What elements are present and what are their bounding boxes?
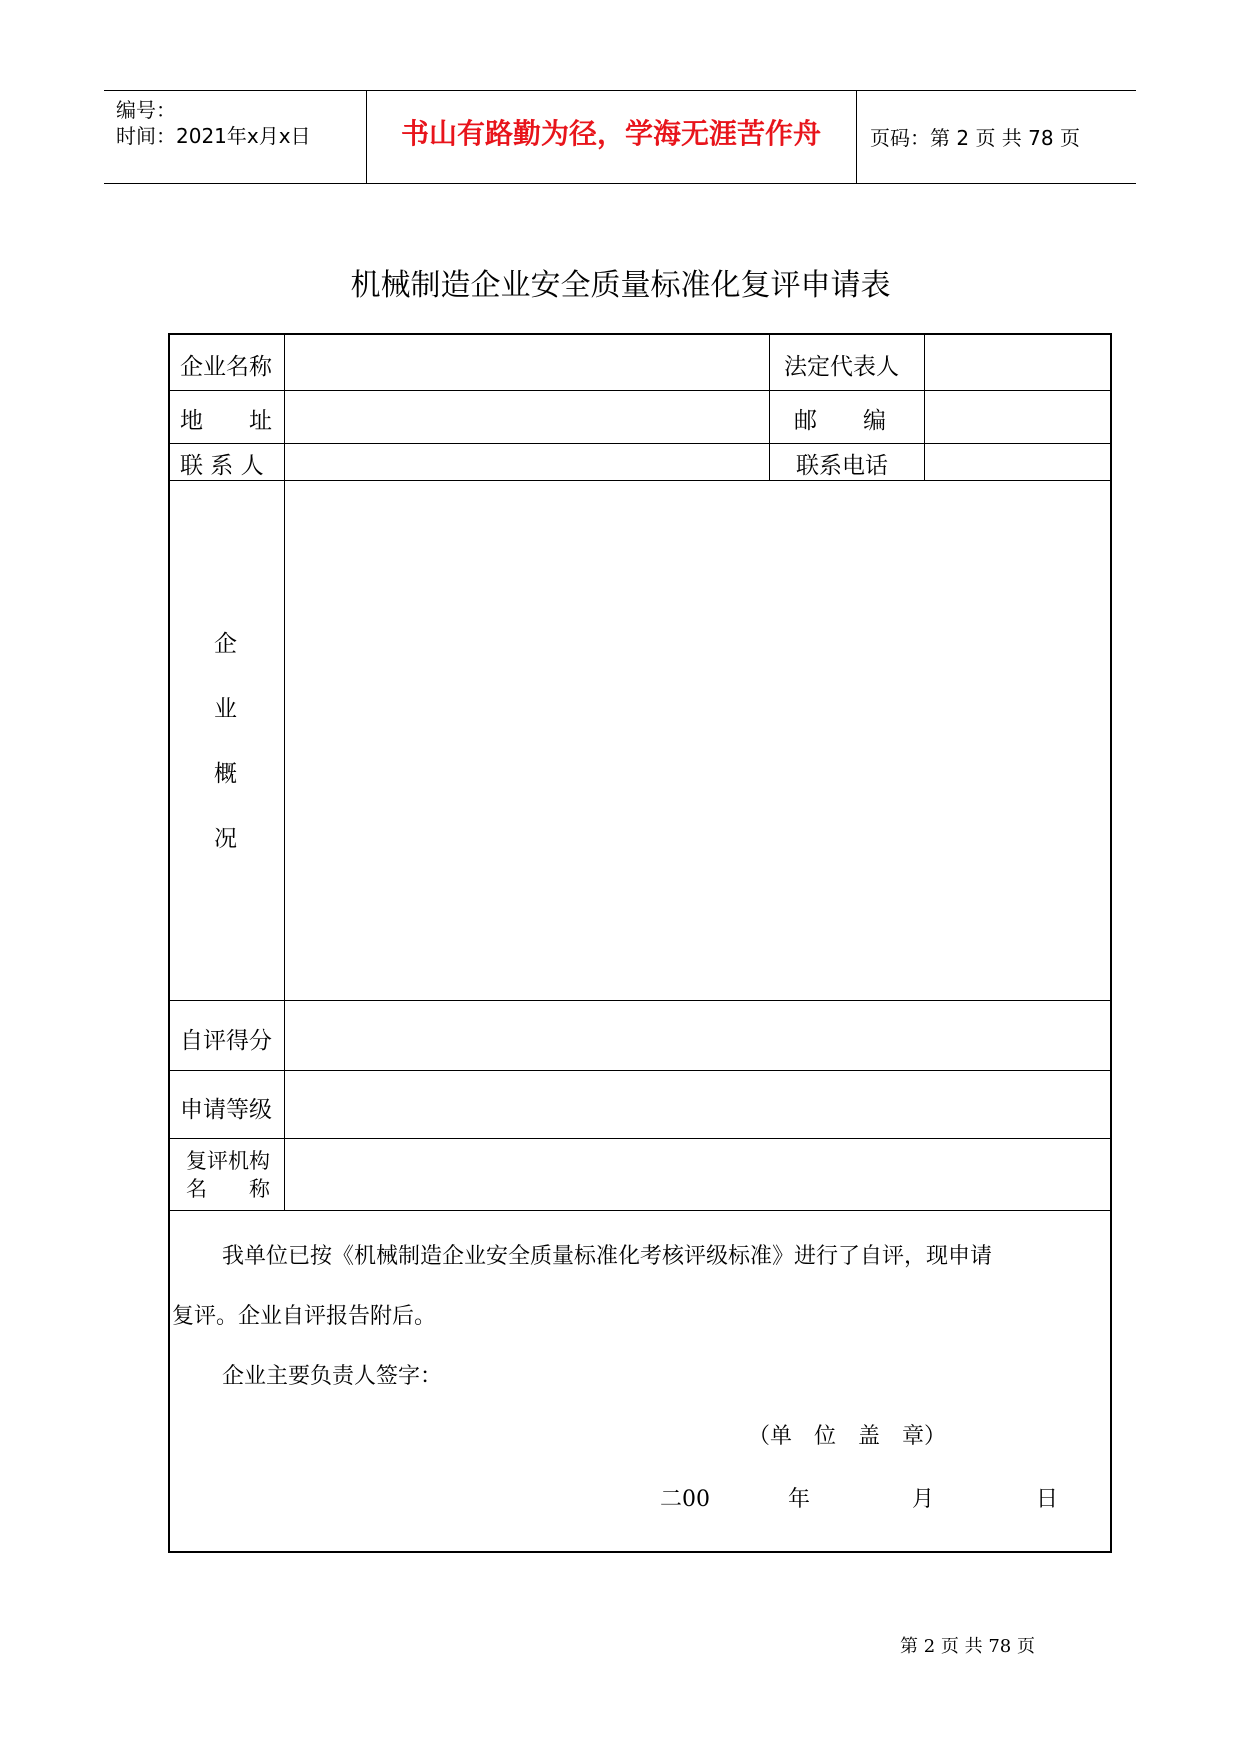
seal-label: （单 位 盖 章） [748, 1424, 947, 1449]
address-field[interactable] [286, 392, 768, 442]
date-prefix: 二00 [660, 1487, 710, 1512]
overview-label-char: 况 [214, 826, 237, 852]
self-score-field[interactable] [286, 1002, 1108, 1069]
row-rule [170, 443, 1110, 444]
phone-field[interactable] [926, 445, 1108, 479]
date-day: 日 [1036, 1487, 1059, 1512]
document-title: 机械制造企业安全质量标准化复评申请表 [350, 268, 891, 303]
statement-text: 我单位已按《机械制造企业安全质量标准化考核评级标准》进行了自评，现申请 [222, 1244, 993, 1269]
page-header [104, 90, 1136, 184]
page-number-label: 页码：第 2 页 共 78 页 [870, 126, 1080, 150]
contact-field[interactable] [286, 445, 768, 479]
row-rule [170, 1210, 1110, 1211]
header-divider-right [856, 90, 857, 184]
postcode-label: 邮 编 [794, 408, 886, 434]
review-org-label: 复评机构 [186, 1149, 270, 1173]
footer-page-number: 第 2 页 共 78 页 [900, 1636, 1035, 1657]
row-rule [170, 1000, 1110, 1001]
review-org-field[interactable] [286, 1140, 1108, 1209]
company-name-field[interactable] [286, 337, 768, 389]
right-column-rule [924, 335, 925, 480]
company-name-label: 企业名称 [180, 354, 272, 380]
statement-text: 复评。企业自评报告附后。 [172, 1304, 437, 1329]
phone-label: 联系电话 [796, 453, 888, 479]
overview-field[interactable] [286, 482, 1108, 999]
overview-label-char: 业 [214, 696, 237, 722]
apply-level-label: 申请等级 [180, 1097, 272, 1123]
address-label: 地 址 [180, 408, 272, 434]
contact-label: 联 系 人 [180, 453, 264, 479]
legal-rep-label: 法定代表人 [784, 354, 899, 380]
overview-label-char: 企 [214, 631, 237, 657]
row-rule [170, 390, 1110, 391]
postcode-field[interactable] [926, 392, 1108, 442]
header-top-rule [104, 90, 1136, 91]
date-month: 月 [912, 1487, 935, 1512]
application-form [168, 333, 1112, 1553]
row-rule [170, 480, 1110, 481]
motto-text: 书山有路勤为径，学海无涯苦作舟 [400, 117, 821, 150]
overview-label-char: 概 [214, 761, 237, 787]
header-bottom-rule [104, 183, 1136, 184]
serial-label: 编号： [116, 98, 176, 122]
signature-label: 企业主要负责人签字： [222, 1364, 443, 1389]
row-rule [170, 1138, 1110, 1139]
date-year: 年 [788, 1487, 811, 1512]
apply-level-field[interactable] [286, 1072, 1108, 1137]
review-org-label: 名 称 [186, 1177, 270, 1201]
label-column-rule [284, 335, 285, 1210]
mid-column-rule [769, 335, 770, 480]
legal-rep-field[interactable] [926, 337, 1108, 389]
time-label: 时间：2021年x月x日 [116, 124, 311, 148]
self-score-label: 自评得分 [180, 1028, 272, 1054]
row-rule [170, 1070, 1110, 1071]
